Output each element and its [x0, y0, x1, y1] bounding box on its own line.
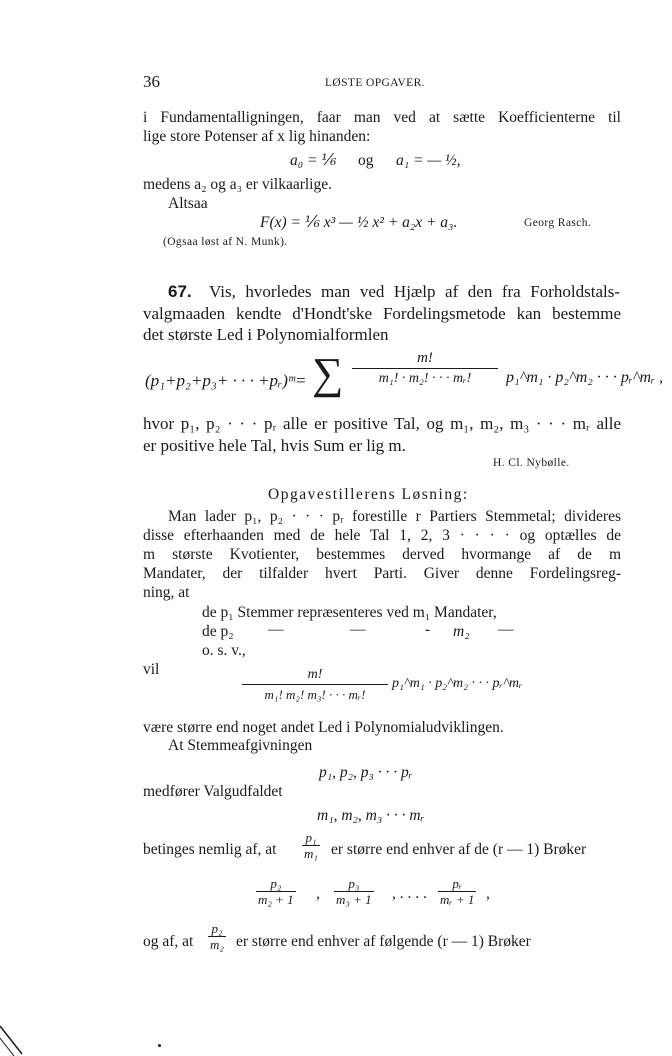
- condition1-numerator: p₁: [302, 830, 320, 846]
- multinomial-fraction: [352, 348, 498, 389]
- ditto-mark-1: —: [268, 621, 284, 638]
- fraction-p3: [334, 876, 374, 907]
- fraction-ellipsis: , . . . .: [392, 885, 427, 902]
- solution-line1: Man lader p₁, p₂ · · · pᵣ forestille r Partiers Stemmetal; divideres: [168, 508, 621, 525]
- problem-author: H. Cl. Nybølle.: [493, 457, 570, 469]
- equation-og: og: [358, 152, 374, 169]
- prev-author: Georg Rasch.: [524, 217, 592, 229]
- solution-line5: ning, at: [143, 584, 190, 601]
- scan-dot: [158, 1044, 161, 1047]
- solution-line8: medfører Valgudfaldet: [143, 783, 283, 800]
- solution-line3: m største Kvotienter, bestemmes derved hvormange af de m: [143, 546, 621, 563]
- multinomial-denominator: m₁! · m₂! · · · mᵣ!: [378, 371, 472, 386]
- ditto-mark-3: -: [425, 621, 431, 638]
- condition1-suffix: er større end enhver af de (r — 1) Brøker: [331, 841, 587, 858]
- fraction-p2: [256, 876, 296, 907]
- sum-symbol: ∑: [312, 349, 344, 398]
- condition1-prefix: betinges nemlig af, at: [143, 841, 277, 858]
- also-solved-note: (Ogsaa løst af N. Munk).: [163, 236, 288, 248]
- fraction-pr-numerator: pᵣ: [438, 876, 476, 892]
- vil-word: vil: [143, 661, 160, 678]
- prev-text-line3: medens a₂ og a₃ er vilkaarlige.: [143, 176, 332, 193]
- equation-a0: a₀ = ⅙: [290, 152, 337, 169]
- problem-line5: er positive hele Tal, hvis Sum er lig m.: [143, 436, 406, 455]
- largest-term-fraction: [242, 666, 388, 704]
- fraction-p3-denominator: m₃ + 1: [336, 892, 372, 907]
- prev-text-line4: Altsaa: [168, 195, 208, 212]
- problem-line1: Vis, hvorledes man ved Hjælp af den fra Forholdstals-: [209, 282, 620, 301]
- list-item-2-label: de p₂: [202, 623, 234, 640]
- mandates-sequence: m₁, m₂, m₃ · · · mᵣ: [317, 807, 425, 824]
- largest-term-numerator: m!: [242, 666, 388, 685]
- problem-line4: hvor p₁, p₂ · · · pᵣ alle er positive Tal, og m₁, m₂, m₃ · · · mᵣ alle: [143, 414, 621, 433]
- equation-a1: a₁ = — ½,: [396, 152, 461, 169]
- solution-line7: At Stemmeafgivningen: [168, 737, 313, 754]
- solution-line4: Mandater, der tilfalder hvert Parti. Giver denne Fordelingsreg-: [143, 565, 621, 582]
- page-number: 36: [143, 72, 160, 91]
- list-item-3: o. s. v.,: [202, 642, 246, 659]
- condition2-suffix: er større end enhver af følgende (r — 1) Brøker: [236, 933, 531, 950]
- largest-term-denominator: m₁! m₂! m₃! · · · mᵣ!: [264, 687, 366, 702]
- solution-heading: Opgavestillerens Løsning:: [268, 486, 469, 503]
- multinomial-numerator: m!: [352, 348, 498, 369]
- fraction-p2-denominator: m₂ + 1: [258, 892, 294, 907]
- solution-line2: disse efterhaanden med de hele Tal 1, 2, 3 · · · · og optælles de: [143, 527, 621, 544]
- polynomial-lhs: (p₁+p₂+p₃+ · · · +pᵣ)ᵐ=: [145, 371, 307, 390]
- problem-line2: valgmaaden kendte d'Hondt'ske Fordelingsmetode kan bestemme: [143, 304, 621, 323]
- condition2-prefix: og af, at: [143, 933, 194, 950]
- problem-number: 67.: [168, 282, 192, 301]
- fraction-p3-numerator: p₃: [334, 876, 374, 892]
- list-item-2-m2: m₂: [453, 623, 470, 640]
- page-corner-mark: [0, 1016, 40, 1056]
- prev-text-line2: lige store Potenser af x lig hinanden:: [143, 128, 371, 145]
- condition2-denominator: m₂: [210, 937, 224, 952]
- ditto-mark-2: —: [350, 621, 366, 638]
- running-title: LØSTE OPGAVER.: [325, 77, 425, 89]
- largest-term-rhs: p₁^m₁ · p₂^m₂ · · · pᵣ^mᵣ: [392, 676, 523, 691]
- problem-line3: det største Led i Polynomialformlen: [143, 325, 389, 344]
- list-item-1: de p₁ Stemmer repræsenteres ved m₁ Mandater,: [202, 604, 497, 621]
- fraction-p2-numerator: p₂: [256, 876, 296, 892]
- fraction-pr-denominator: mᵣ + 1: [440, 892, 475, 907]
- polynomial-rhs: p₁^m₁ · p₂^m₂ · · · pᵣ^mᵣ ,: [506, 369, 664, 386]
- condition1-fraction: [302, 830, 320, 861]
- ditto-mark-4: —: [498, 621, 514, 638]
- condition1-denominator: m₁: [304, 846, 318, 861]
- solution-line6: være større end noget andet Led i Polynomialudviklingen.: [143, 719, 504, 736]
- prev-text-line1: i Fundamentalligningen, faar man ved at sætte Koefficienterne til: [143, 109, 621, 126]
- fraction-pr: [438, 876, 476, 907]
- fraction-end-comma: ,: [486, 885, 490, 902]
- condition2-numerator: p₂: [208, 921, 226, 937]
- fraction-separator: ,: [316, 885, 320, 902]
- equation-F: F(x) = ⅙ x³ — ½ x² + a₂x + a₃.: [260, 214, 458, 231]
- votes-sequence: p₁, p₂, p₃ · · · pᵣ: [319, 764, 413, 781]
- condition2-fraction: [208, 921, 226, 952]
